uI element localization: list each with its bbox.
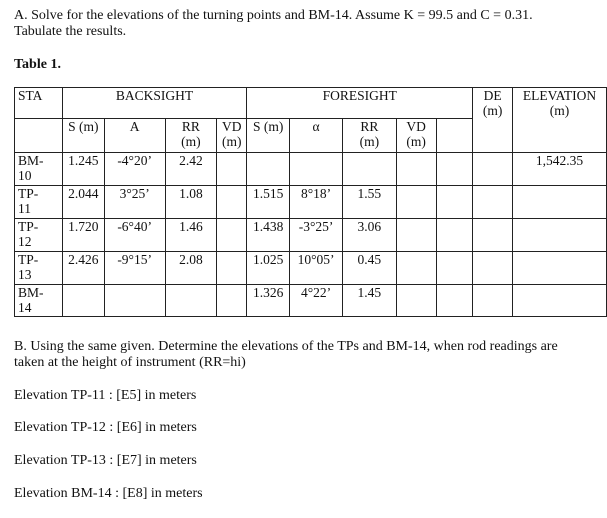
row-elevation: 1,542.35: [513, 153, 607, 186]
row-fs-spacer: [436, 219, 473, 252]
row-fs-alpha: [290, 153, 343, 186]
problem-b-line-2: taken at the height of instrument (RR=hi): [14, 355, 246, 370]
bs-vd-header: VD (m): [217, 119, 247, 153]
row-bs-rr: 2.42: [165, 153, 217, 186]
row-fs-alpha: 8°18’: [290, 186, 343, 219]
row-fs-vd: [396, 285, 436, 317]
row-bs-vd: [217, 186, 247, 219]
problem-b-line-1: B. Using the same given. Determine the elevations of the TPs and BM-14, when rod readings are: [14, 339, 558, 354]
row-bs-a: 3°25’: [104, 186, 165, 219]
row-elevation: [513, 186, 607, 219]
row-bs-rr: [165, 285, 217, 317]
fs-vd-header: VD (m): [396, 119, 436, 153]
row-fs-vd: [396, 252, 436, 285]
row-fs-s: 1.438: [247, 219, 290, 252]
answer-elevation-tp-12: Elevation TP-12 : [E6] in meters: [14, 420, 197, 435]
row-bs-s: [62, 285, 104, 317]
table-row: [15, 219, 607, 252]
row-fs-s: 1.025: [247, 252, 290, 285]
table-row: [15, 153, 607, 186]
bs-rr-header: RR (m): [165, 119, 217, 153]
row-bs-rr: 2.08: [165, 252, 217, 285]
row-fs-s: [247, 153, 290, 186]
row-fs-spacer: [436, 186, 473, 219]
row-bs-vd: [217, 219, 247, 252]
table-row: [15, 252, 607, 285]
row-fs-alpha: 4°22’: [290, 285, 343, 317]
row-fs-spacer: [436, 153, 473, 186]
row-elevation: [513, 252, 607, 285]
row-fs-spacer: [436, 252, 473, 285]
row-bs-vd: [217, 252, 247, 285]
row-fs-s: 1.326: [247, 285, 290, 317]
backsight-header: BACKSIGHT: [62, 88, 246, 119]
row-sta: TP- 12: [15, 219, 63, 252]
row-bs-vd: [217, 285, 247, 317]
row-sta: TP- 13: [15, 252, 63, 285]
row-fs-rr: 1.55: [342, 186, 396, 219]
survey-table: [14, 87, 607, 317]
de-header: DE (m): [473, 88, 513, 153]
row-fs-alpha: -3°25’: [290, 219, 343, 252]
row-bs-vd: [217, 153, 247, 186]
row-de: [473, 186, 513, 219]
fs-alpha-header: α: [290, 119, 343, 153]
problem-a-line-2: Tabulate the results.: [14, 24, 127, 39]
row-fs-vd: [396, 153, 436, 186]
answer-elevation-tp-11: Elevation TP-11 : [E5] in meters: [14, 388, 197, 403]
table-label: Table 1.: [14, 57, 61, 72]
row-fs-spacer: [436, 285, 473, 317]
row-fs-rr: [342, 153, 396, 186]
row-fs-alpha: 10°05’: [290, 252, 343, 285]
row-elevation: [513, 219, 607, 252]
row-fs-rr: 3.06: [342, 219, 396, 252]
row-bs-s: 1.720: [62, 219, 104, 252]
row-fs-s: 1.515: [247, 186, 290, 219]
fs-spacer-header: [436, 119, 473, 153]
table-row: [15, 285, 607, 317]
row-fs-vd: [396, 219, 436, 252]
row-de: [473, 153, 513, 186]
problem-a-line-1: A. Solve for the elevations of the turning points and BM-14. Assume K = 99.5 and C = 0.31.: [14, 8, 533, 23]
sta-subheader-empty: [15, 119, 63, 153]
elevation-header: ELEVATION (m): [513, 88, 607, 153]
row-fs-vd: [396, 186, 436, 219]
row-de: [473, 252, 513, 285]
bs-s-header: S (m): [62, 119, 104, 153]
row-de: [473, 219, 513, 252]
row-elevation: [513, 285, 607, 317]
row-fs-rr: 1.45: [342, 285, 396, 317]
row-bs-a: [104, 285, 165, 317]
row-sta: BM- 10: [15, 153, 63, 186]
answer-elevation-bm-14: Elevation BM-14 : [E8] in meters: [14, 486, 203, 501]
header-row-1: [15, 88, 607, 119]
sta-header: STA: [15, 88, 63, 119]
row-bs-rr: 1.08: [165, 186, 217, 219]
row-bs-s: 2.044: [62, 186, 104, 219]
row-bs-a: -4°20’: [104, 153, 165, 186]
row-bs-s: 1.245: [62, 153, 104, 186]
row-bs-a: -9°15’: [104, 252, 165, 285]
foresight-header: FORESIGHT: [247, 88, 473, 119]
row-bs-rr: 1.46: [165, 219, 217, 252]
row-de: [473, 285, 513, 317]
table-row: [15, 186, 607, 219]
fs-rr-header: RR (m): [342, 119, 396, 153]
row-sta: BM- 14: [15, 285, 63, 317]
bs-a-header: A: [104, 119, 165, 153]
answer-elevation-tp-13: Elevation TP-13 : [E7] in meters: [14, 453, 197, 468]
row-fs-rr: 0.45: [342, 252, 396, 285]
row-sta: TP- 11: [15, 186, 63, 219]
row-bs-s: 2.426: [62, 252, 104, 285]
row-bs-a: -6°40’: [104, 219, 165, 252]
fs-s-header: S (m): [247, 119, 290, 153]
